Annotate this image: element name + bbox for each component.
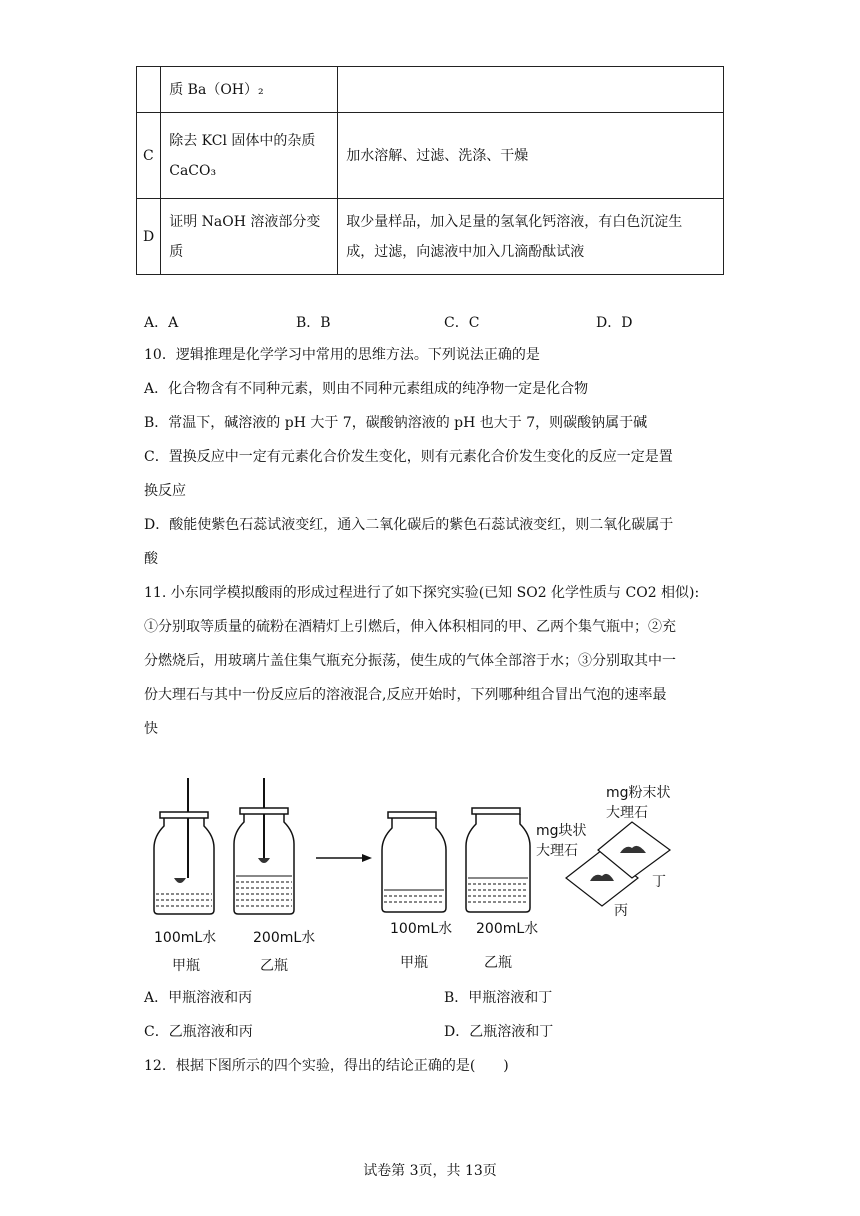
label-100ml-left: 100mL水 bbox=[154, 930, 217, 946]
table-row bbox=[137, 113, 724, 199]
row-item-line: 证明 NaOH 溶液部分变 bbox=[169, 213, 321, 230]
jar-jia-before bbox=[154, 778, 214, 914]
row-item-line: 质 bbox=[169, 243, 184, 260]
jar-yi-before bbox=[234, 778, 294, 914]
row-method bbox=[338, 67, 724, 113]
label-100ml-right: 100mL水 bbox=[390, 921, 453, 937]
row-item-line: 质 Ba（OH）₂ bbox=[169, 81, 264, 98]
label-block-line: mg块状 bbox=[536, 823, 587, 839]
row-item bbox=[161, 113, 338, 199]
row-method-line: 加水溶解、过滤、洗涤、干燥 bbox=[346, 147, 529, 164]
label-yi-right: 乙瓶 bbox=[484, 955, 512, 971]
q11-stem-line: 11. 小东同学模拟酸雨的形成过程进行了如下探究实验(已知 SO2 化学性质与 CO2 相似): bbox=[144, 585, 700, 601]
q10-stem: 10．逻辑推理是化学学习中常用的思维方法。下列说法正确的是 bbox=[144, 347, 540, 363]
label-bing: 丙 bbox=[614, 903, 628, 919]
q11-option-b[interactable]: B．甲瓶溶液和丁 bbox=[444, 990, 553, 1006]
label-block-line: 大理石 bbox=[536, 843, 578, 859]
option-b[interactable]: B．B bbox=[296, 315, 331, 331]
row-label bbox=[137, 67, 161, 113]
q12-stem: 12．根据下图所示的四个实验，得出的结论正确的是( ) bbox=[144, 1058, 509, 1074]
q10-option-d[interactable]: D．酸能使紫色石蕊试液变红，通入二氧化碳后的紫色石蕊试液变红，则二氧化碳属于 bbox=[144, 517, 674, 533]
q10-option-d-cont: 酸 bbox=[144, 551, 158, 567]
label-jia-left: 甲瓶 bbox=[172, 958, 200, 974]
q11-stem-line: 快 bbox=[144, 721, 158, 737]
label-yi-left: 乙瓶 bbox=[260, 958, 288, 974]
q11-option-a[interactable]: A．甲瓶溶液和丙 bbox=[144, 990, 253, 1006]
jar-yi-after bbox=[466, 808, 530, 912]
q11-option-d[interactable]: D．乙瓶溶液和丁 bbox=[444, 1024, 554, 1040]
q10-option-a[interactable]: A．化合物含有不同种元素，则由不同种元素组成的纯净物一定是化合物 bbox=[144, 381, 589, 397]
label-block-marble bbox=[536, 820, 587, 860]
row-method bbox=[338, 199, 724, 275]
row-item-line: 除去 KCl 固体中的杂质 bbox=[169, 132, 316, 149]
q11-stem-line: ①分别取等质量的硫粉在酒精灯上引燃后，伸入体积相同的甲、乙两个集气瓶中；②充 bbox=[144, 619, 676, 635]
row-item-line: CaCO₃ bbox=[169, 162, 217, 179]
label-ding: 丁 bbox=[652, 874, 666, 890]
q10-option-c-cont: 换反应 bbox=[144, 483, 186, 499]
q11-stem-line: 份大理石与其中一份反应后的溶液混合,反应开始时，下列哪种组合冒出气泡的速率最 bbox=[144, 687, 667, 703]
label-powder-marble bbox=[606, 782, 671, 822]
q11-stem-line: 分燃烧后，用玻璃片盖住集气瓶充分振荡，使生成的气体全部溶于水；③分别取其中一 bbox=[144, 653, 676, 669]
option-c[interactable]: C．C bbox=[444, 315, 480, 331]
page-footer: 试卷第 3页，共 13页 bbox=[363, 1163, 497, 1179]
row-label: C bbox=[137, 113, 161, 199]
table-row bbox=[137, 67, 724, 113]
options-table bbox=[136, 66, 724, 275]
jar-jia-after bbox=[382, 812, 446, 912]
label-powder-line: 大理石 bbox=[606, 805, 648, 821]
label-powder-line: mg粉末状 bbox=[606, 785, 671, 801]
row-method-line: 成，过滤，向滤液中加入几滴酚酞试液 bbox=[346, 243, 585, 260]
row-item bbox=[161, 199, 338, 275]
q10-option-c[interactable]: C．置换反应中一定有元素化合价发生变化，则有元素化合价发生变化的反应一定是置 bbox=[144, 449, 673, 465]
row-method bbox=[338, 113, 724, 199]
label-jia-right: 甲瓶 bbox=[400, 955, 428, 971]
label-200ml-left: 200mL水 bbox=[253, 930, 316, 946]
option-d[interactable]: D．D bbox=[596, 315, 633, 331]
arrow-icon bbox=[316, 854, 372, 862]
label-200ml-right: 200mL水 bbox=[476, 921, 539, 937]
q10-option-b[interactable]: B．常温下，碱溶液的 pH 大于 7，碳酸钠溶液的 pH 也大于 7，则碳酸钠属于碱 bbox=[144, 415, 648, 431]
row-method-line: 取少量样品，加入足量的氢氧化钙溶液，有白色沉淀生 bbox=[346, 213, 683, 230]
row-item bbox=[161, 67, 338, 113]
q11-option-c[interactable]: C．乙瓶溶液和丙 bbox=[144, 1024, 253, 1040]
option-a[interactable]: A．A bbox=[144, 315, 179, 331]
row-label: D bbox=[137, 199, 161, 275]
table-row bbox=[137, 199, 724, 275]
